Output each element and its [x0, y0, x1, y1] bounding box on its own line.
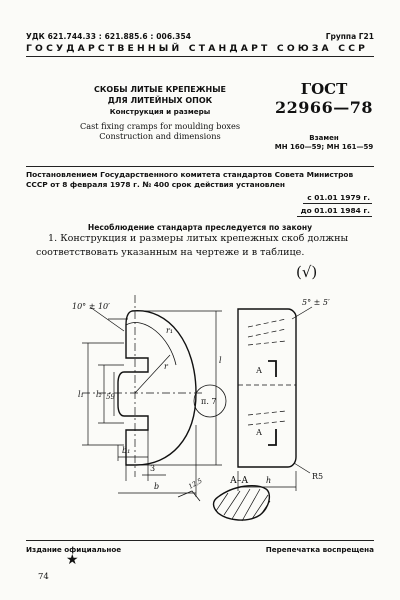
b1-label: b₁	[122, 446, 131, 455]
section-a-label-top: А	[256, 366, 263, 375]
title-subtitle: Конструкция и размеры	[109, 107, 211, 116]
reprint-note: Перепечатка воспрещена	[265, 545, 374, 554]
section-title: А–А	[230, 476, 249, 486]
state-standard-heading: ГОСУДАРСТВЕННЫЙ СТАНДАРТ СОЮЗА ССР	[26, 43, 369, 54]
angle-right-label: 5° ± 5′	[302, 298, 330, 307]
roughness-mark: (√)	[296, 263, 318, 281]
star-icon: ★	[66, 552, 79, 568]
penalty-notice: Несоблюдение стандарта преследуется по закону	[87, 223, 313, 232]
cramp-outline	[118, 311, 196, 465]
page-number: 74	[38, 572, 49, 582]
title-line-2: ДЛЯ ЛИТЕЙНЫХ ОПОК	[107, 96, 213, 105]
decree-text: Постановлением Государственного комитета стандартов Совета Министров СССР от 8 февраля 1978 г. № 400 срок действия установлен	[26, 170, 354, 189]
roughness-value: 12,5	[187, 476, 204, 491]
clause-1: 1. Конструкция и размеры литых крепежных скоб должны соответствовать указанным на чертеже и в таблице.	[36, 233, 349, 258]
l2-label: l₂	[96, 390, 102, 399]
valid-from: с 01.01 1979 г.	[303, 193, 372, 204]
r1-label: r₁	[166, 326, 174, 335]
l1-label: l₁	[78, 390, 84, 399]
gost-label: ГОСТ	[300, 80, 348, 98]
header-rule	[26, 56, 374, 57]
english-title	[60, 121, 260, 141]
standard-title	[80, 84, 240, 117]
valid-to: до 01.01 1984 г.	[297, 206, 372, 217]
h-label: h	[266, 476, 272, 485]
three-label: 3	[150, 464, 156, 473]
footer-rule	[26, 540, 374, 541]
decree-rule	[26, 166, 374, 167]
replaces-value: МН 160—59; МН 161—59	[274, 143, 374, 151]
section-mark-top	[268, 361, 276, 377]
gost-number: 22966—78	[275, 98, 373, 117]
section-a-label-bottom: А	[256, 428, 263, 437]
angle-left-label: 10° ± 10′	[72, 302, 110, 311]
udk-code: УДК 621.744.33 : 621.885.6 : 006.354	[26, 32, 192, 41]
edition-note: Издание официальное	[26, 545, 122, 554]
r5-label: R5	[312, 472, 324, 481]
note-label: п. 7	[201, 397, 217, 406]
replaces-block	[262, 134, 386, 152]
english-title-line-1: Cast fixing cramps for moulding boxes	[79, 121, 241, 131]
technical-drawing	[20, 285, 380, 535]
title-line-1: СКОБЫ ЛИТЫЕ КРЕПЕЖНЫЕ	[94, 85, 226, 94]
l-label: l	[219, 356, 222, 365]
group-code: Группа Г21	[325, 32, 374, 41]
d-label: 59	[106, 393, 115, 401]
r-label: r	[164, 362, 168, 371]
section-mark-bottom	[268, 429, 276, 445]
english-title-line-2: Construction and dimensions	[99, 131, 221, 141]
replaces-label: Взамен	[309, 134, 339, 142]
b-label: b	[154, 482, 160, 491]
